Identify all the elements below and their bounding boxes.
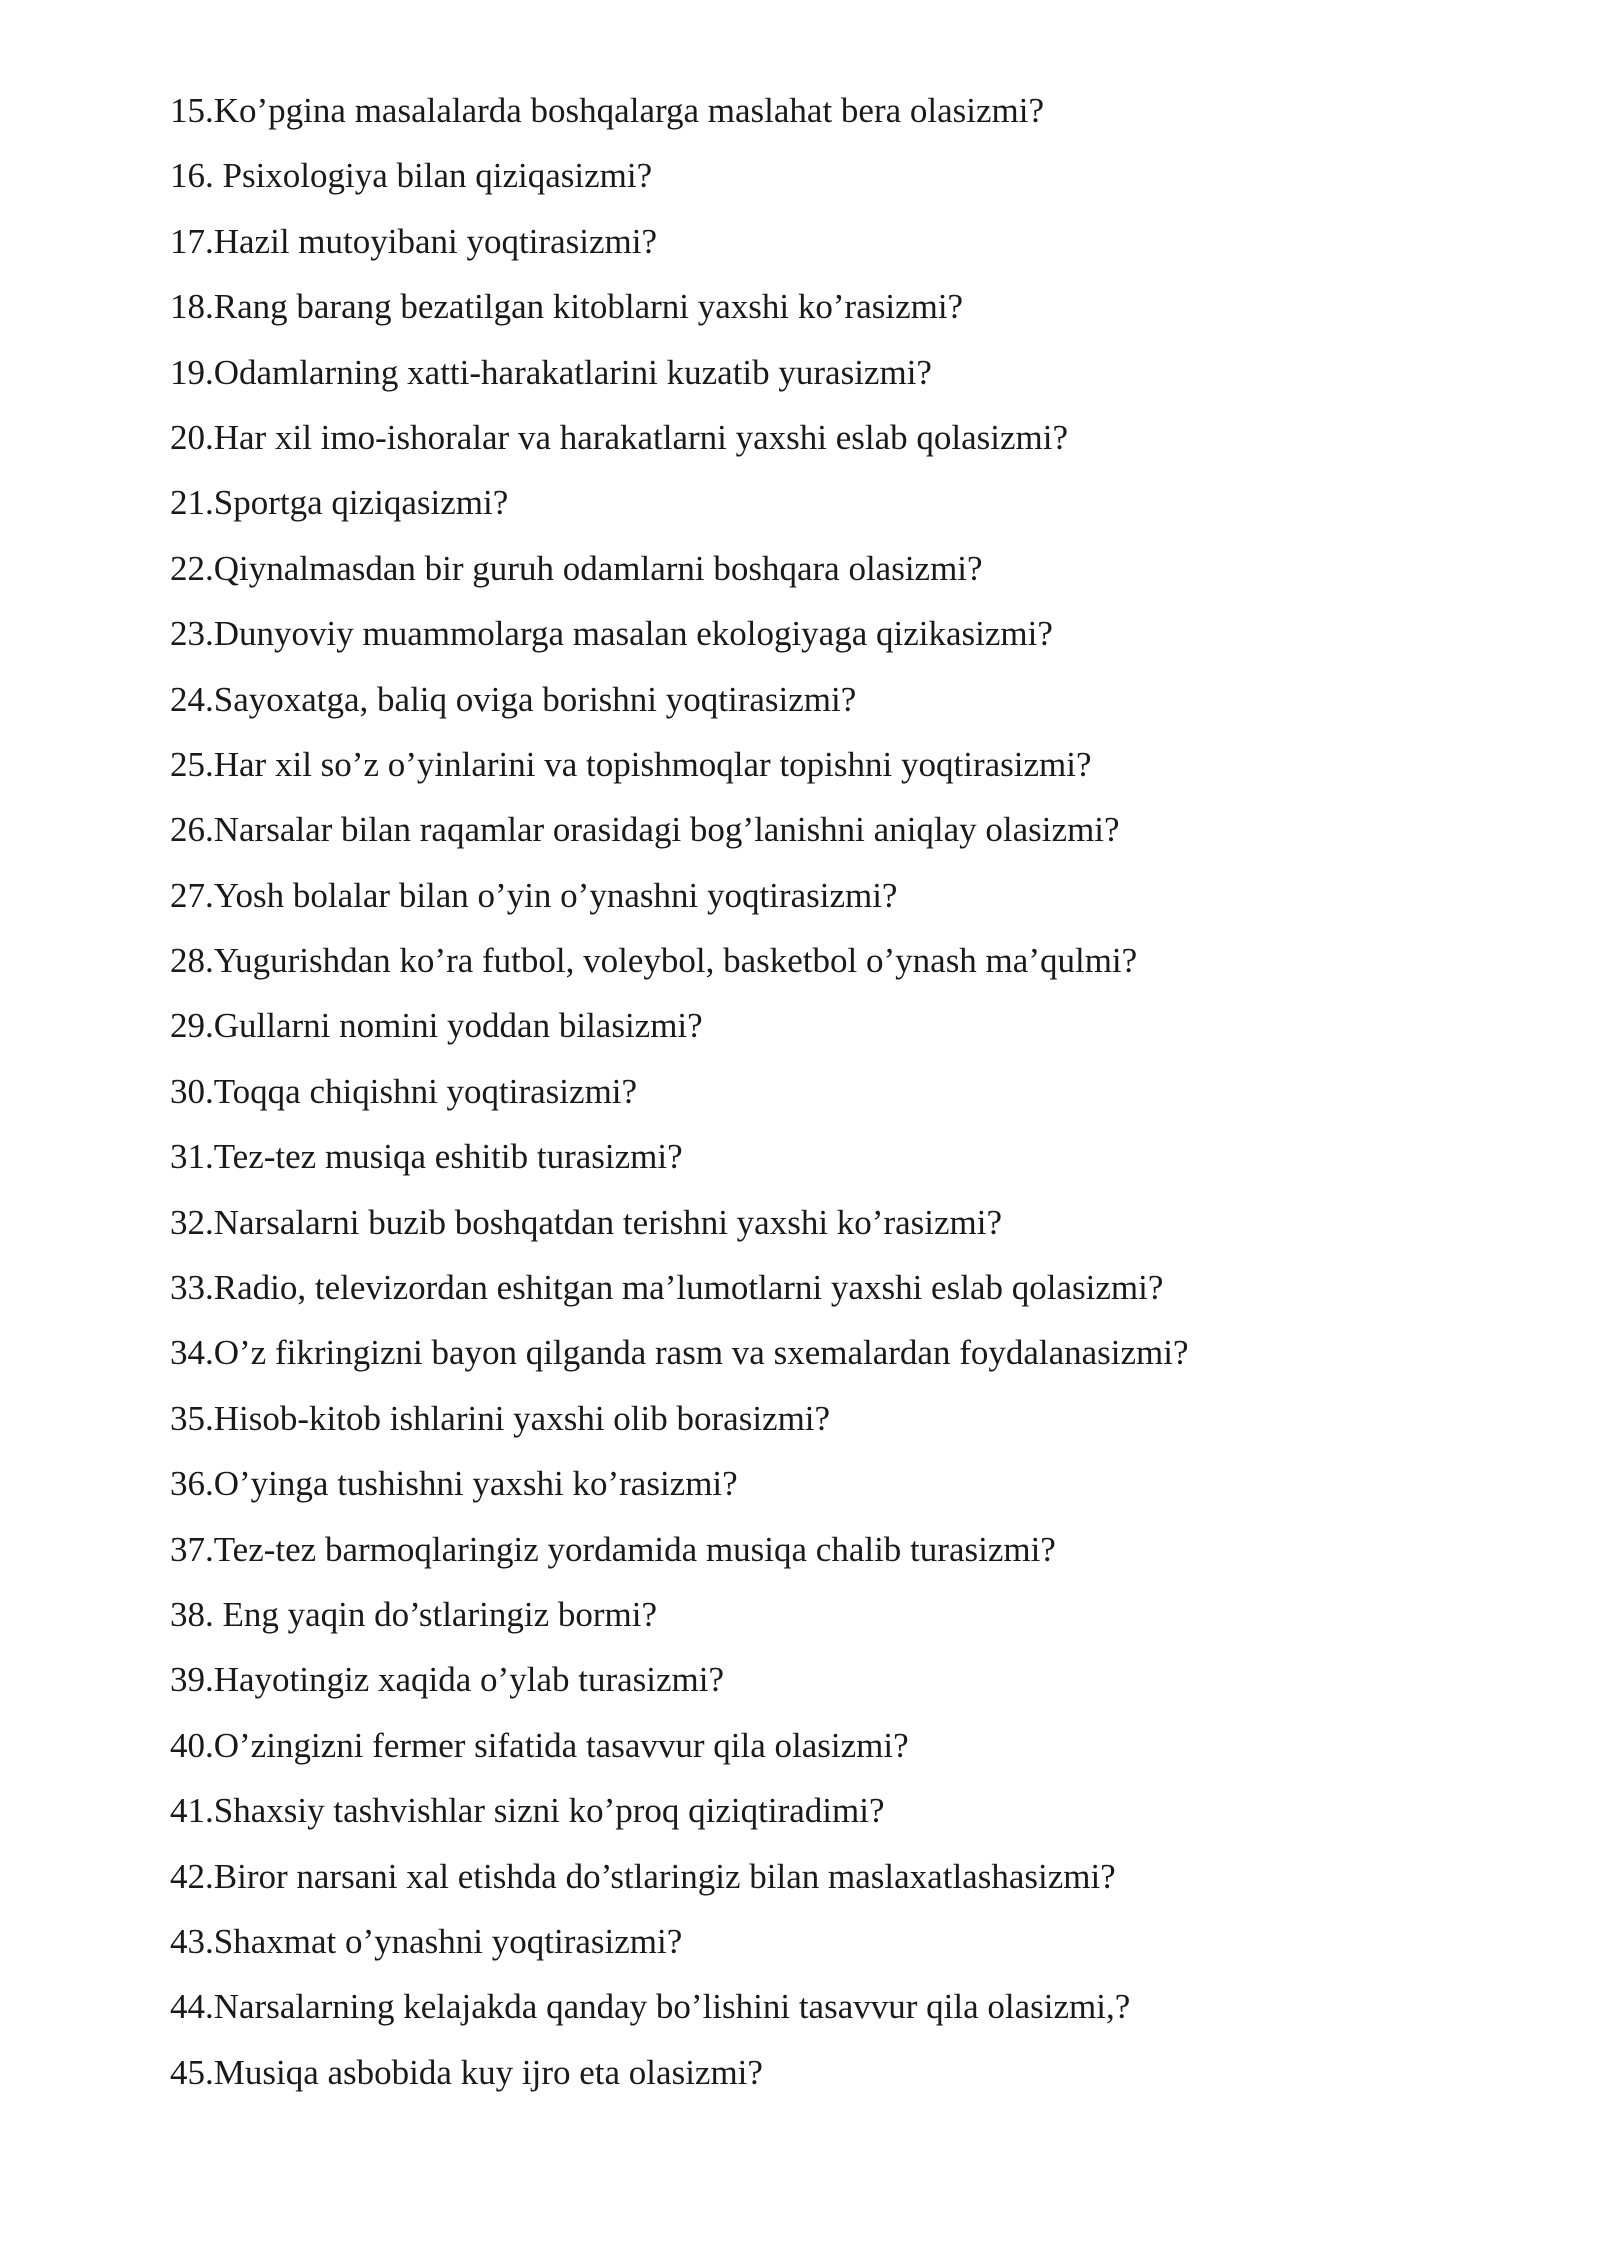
question-number: 45. xyxy=(170,2052,214,2092)
question-item xyxy=(170,1202,1550,1267)
question-item xyxy=(170,286,1550,351)
question-text: Dunyoviy muammolarga masalan ekologiyaga qizikasizmi? xyxy=(213,614,1053,654)
question-item xyxy=(170,1594,1550,1659)
question-item xyxy=(170,1136,1550,1201)
question-text: Sportga qiziqasizmi? xyxy=(213,483,509,523)
question-text: Hisob-kitob ishlarini yaxshi olib borasizmi? xyxy=(213,1398,831,1438)
question-number: 37. xyxy=(170,1529,214,1569)
question-item xyxy=(170,1529,1550,1594)
question-number: 25. xyxy=(170,744,214,784)
question-number: 43. xyxy=(170,1921,214,1961)
question-number: 15. xyxy=(170,91,214,130)
question-text: Radio, televizordan eshitgan ma’lumotlarni yaxshi eslab qolasizmi? xyxy=(213,1268,1164,1308)
question-item xyxy=(170,155,1550,220)
question-number: 41. xyxy=(170,1791,214,1831)
question-text: Har xil so’z o’yinlarini va topishmoqlar topishni yoqtirasizmi? xyxy=(213,744,1092,784)
question-text: Hayotingiz xaqida o’ylab turasizmi? xyxy=(213,1660,725,1700)
question-text: Eng yaqin do’stlaringiz bormi? xyxy=(222,1594,657,1634)
question-text: Hazil mutoyibani yoqtirasizmi? xyxy=(213,221,657,261)
question-number: 18. xyxy=(170,287,214,327)
question-number: 29. xyxy=(170,1006,214,1046)
question-text: Qiynalmasdan bir guruh odamlarni boshqara olasizmi? xyxy=(213,548,983,588)
question-list xyxy=(170,90,1550,2117)
question-text: O’zingizni fermer sifatida tasavvur qila olasizmi? xyxy=(213,1725,909,1765)
question-number: 35. xyxy=(170,1398,214,1438)
question-item xyxy=(170,1463,1550,1528)
question-item xyxy=(170,679,1550,744)
question-number: 34. xyxy=(170,1333,214,1373)
question-number: 20. xyxy=(170,417,214,457)
question-text: Shaxsiy tashvishlar sizni ko’proq qiziqtiradimi? xyxy=(213,1791,885,1831)
question-item xyxy=(170,1790,1550,1855)
question-number: 36. xyxy=(170,1464,214,1504)
question-text: Narsalarning kelajakda qanday bo’lishini tasavvur qila olasizmi,? xyxy=(213,1987,1131,2027)
question-item xyxy=(170,482,1550,547)
question-number: 16. xyxy=(170,156,223,196)
question-text: Tez-tez barmoqlaringiz yordamida musiqa chalib turasizmi? xyxy=(213,1529,1056,1569)
question-number: 22. xyxy=(170,548,214,588)
question-item xyxy=(170,744,1550,809)
question-text: Yugurishdan ko’ra futbol, voleybol, basketbol o’ynash ma’qulmi? xyxy=(213,941,1138,981)
question-number: 23. xyxy=(170,614,214,654)
question-text: Sayoxatga, baliq oviga borishni yoqtirasizmi? xyxy=(213,679,857,719)
question-number: 19. xyxy=(170,352,214,392)
question-number: 32. xyxy=(170,1202,214,1242)
question-text: Odamlarning xatti-harakatlarini kuzatib yurasizmi? xyxy=(213,352,932,392)
question-item xyxy=(170,352,1550,417)
question-number: 33. xyxy=(170,1268,214,1308)
question-item xyxy=(170,875,1550,940)
question-text: O’z fikringizni bayon qilganda rasm va sxemalardan foydalanasizmi? xyxy=(213,1333,1189,1373)
question-number: 26. xyxy=(170,810,214,850)
question-item xyxy=(170,1725,1550,1790)
question-item xyxy=(170,417,1550,482)
question-text: Ko’pgina masalalarda boshqalarga maslahat bera olasizmi? xyxy=(213,91,1045,130)
question-item xyxy=(170,1332,1550,1397)
question-text: Narsalar bilan raqamlar orasidagi bog’lanishni aniqlay olasizmi? xyxy=(213,810,1120,850)
question-item xyxy=(170,548,1550,613)
question-item xyxy=(170,1986,1550,2051)
question-number: 28. xyxy=(170,941,214,981)
question-number: 44. xyxy=(170,1987,214,2027)
question-text: Narsalarni buzib boshqatdan terishni yaxshi ko’rasizmi? xyxy=(213,1202,1003,1242)
question-number: 38. xyxy=(170,1594,223,1634)
question-text: Yosh bolalar bilan o’yin o’ynashni yoqtirasizmi? xyxy=(213,875,898,915)
question-text: O’yinga tushishni yaxshi ko’rasizmi? xyxy=(213,1464,738,1504)
question-number: 31. xyxy=(170,1137,214,1177)
question-text: Rang barang bezatilgan kitoblarni yaxshi ko’rasizmi? xyxy=(213,287,964,327)
question-item xyxy=(170,1856,1550,1921)
question-number: 17. xyxy=(170,221,214,261)
question-text: Shaxmat o’ynashni yoqtirasizmi? xyxy=(213,1921,683,1961)
question-text: Har xil imo-ishoralar va harakatlarni yaxshi eslab qolasizmi? xyxy=(213,417,1069,457)
question-text: Tez-tez musiqa eshitib turasizmi? xyxy=(213,1137,683,1177)
question-item xyxy=(170,1398,1550,1463)
question-text: Psixologiya bilan qiziqasizmi? xyxy=(222,156,653,196)
question-item xyxy=(170,940,1550,1005)
question-number: 24. xyxy=(170,679,214,719)
question-item xyxy=(170,90,1550,155)
question-item xyxy=(170,221,1550,286)
question-number: 42. xyxy=(170,1856,214,1896)
question-item xyxy=(170,2052,1550,2117)
question-text: Musiqa asbobida kuy ijro eta olasizmi? xyxy=(213,2052,763,2092)
question-item xyxy=(170,613,1550,678)
question-number: 30. xyxy=(170,1071,214,1111)
question-number: 27. xyxy=(170,875,214,915)
question-text: Toqqa chiqishni yoqtirasizmi? xyxy=(213,1071,638,1111)
question-item xyxy=(170,1921,1550,1986)
question-item xyxy=(170,1005,1550,1070)
question-number: 40. xyxy=(170,1725,214,1765)
question-text: Gullarni nomini yoddan bilasizmi? xyxy=(213,1006,703,1046)
question-number: 21. xyxy=(170,483,214,523)
question-item xyxy=(170,1267,1550,1332)
question-number: 39. xyxy=(170,1660,214,1700)
question-item xyxy=(170,1071,1550,1136)
question-item xyxy=(170,1659,1550,1724)
question-text: Biror narsani xal etishda do’stlaringiz bilan maslaxatlashasizmi? xyxy=(213,1856,1116,1896)
question-item xyxy=(170,809,1550,874)
